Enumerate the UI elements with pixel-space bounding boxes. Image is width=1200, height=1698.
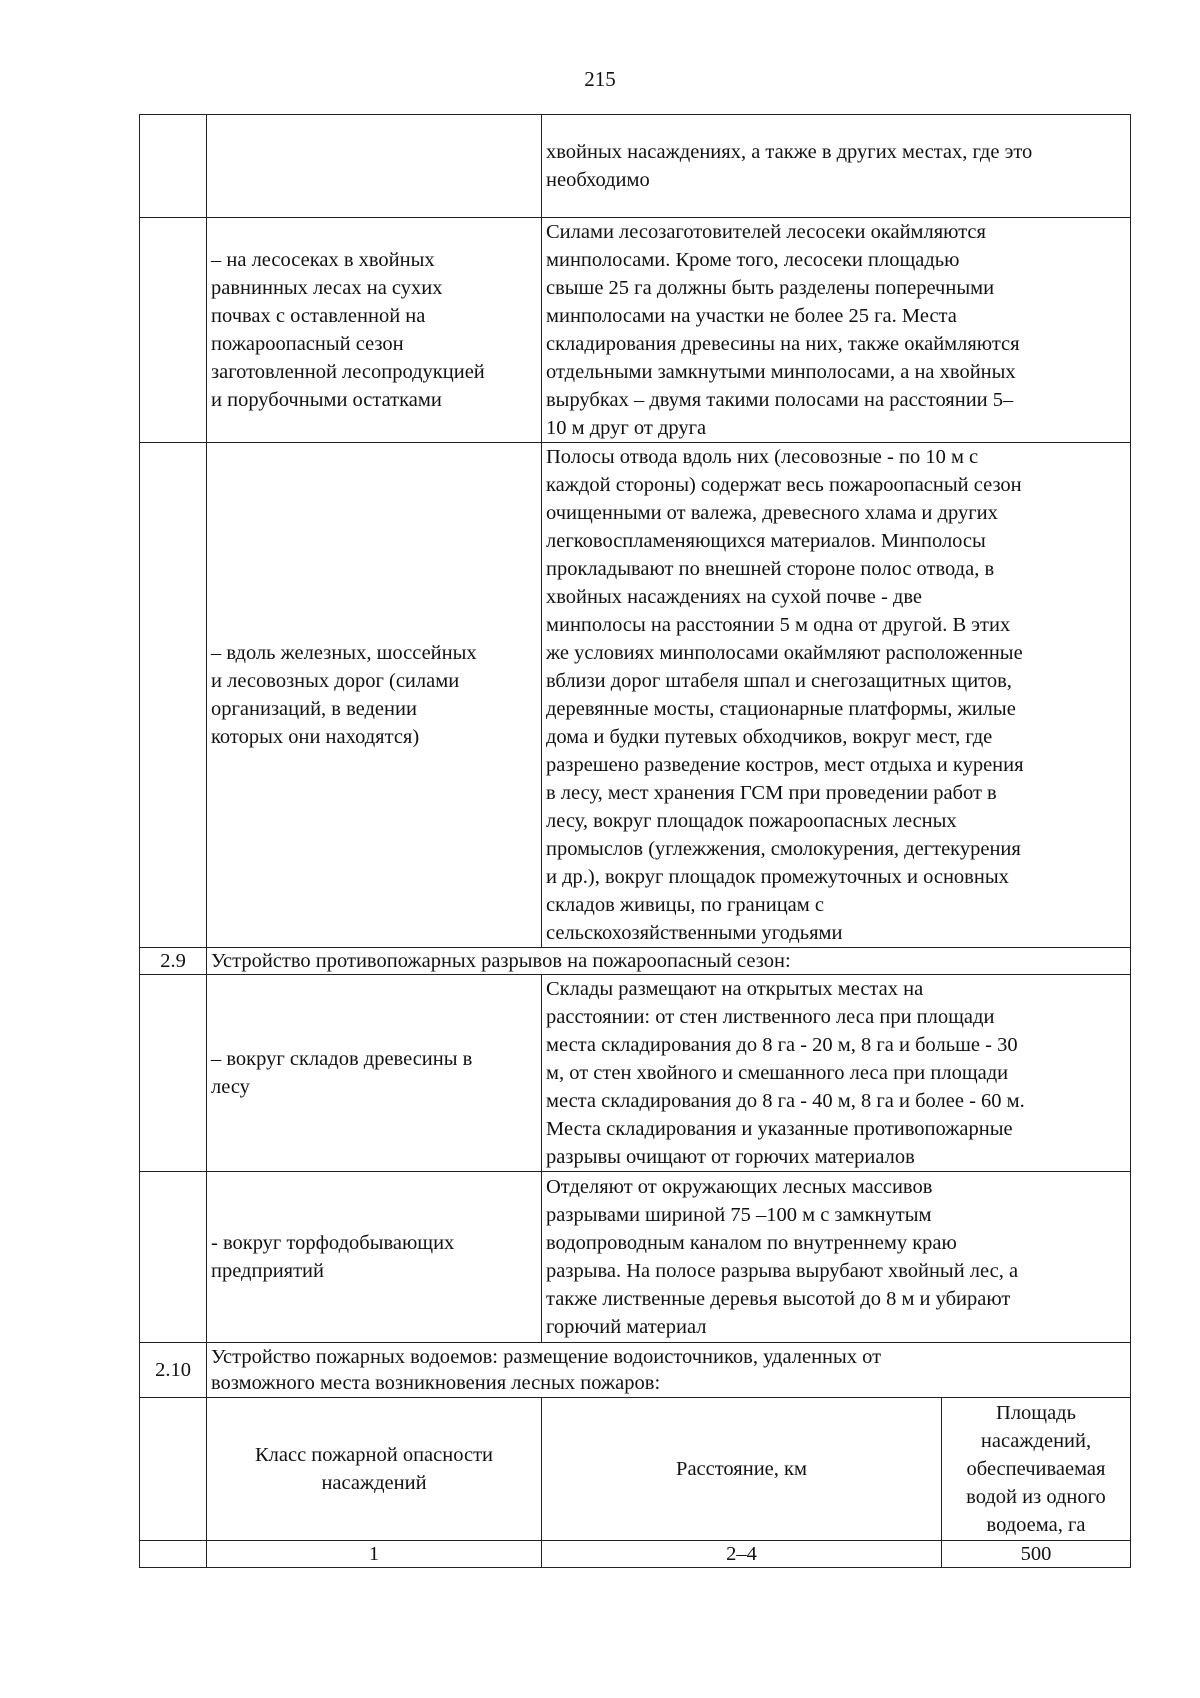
header-fire-class: Класс пожарной опасности насаждений [207, 1398, 542, 1541]
section-row [140, 1343, 1131, 1398]
row-number-cell [140, 443, 207, 948]
section-number-cell: 2.9 [140, 948, 207, 975]
object-cell [207, 115, 542, 218]
measure-cell: Склады размещают на открытых местах на расстоянии: от стен лиственного леса при площади места складирования до 8 га - 20 м, 8 га и больше - 30 м, от стен хвойного и смешанного леса при площади места складирования до 8 га - 40 м, 8 га и более - 60 м. Места складирования и указанные противопожарные разрывы очищают от горючих материалов [542, 975, 1131, 1172]
area-value: 500 [942, 1541, 1131, 1568]
subtable-header-row [140, 1398, 1131, 1541]
measure-cell: хвойных насаждениях, а также в других местах, где это необходимо [542, 115, 1131, 218]
header-area: Площадь насаждений, обеспечиваемая водой из одного водоема, га [942, 1398, 1131, 1541]
empty-cell [140, 1541, 207, 1568]
table-row [140, 443, 1131, 948]
section-row [140, 948, 1131, 975]
table-row [140, 975, 1131, 1172]
header-distance: Расстояние, км [542, 1398, 942, 1541]
object-cell: – вокруг складов древесины в лесу [207, 975, 542, 1172]
object-cell: - вокруг торфодобывающих предприятий [207, 1172, 542, 1343]
row-number-cell [140, 115, 207, 218]
empty-cell [140, 1398, 207, 1541]
page-number: 215 [584, 67, 616, 91]
measure-cell: Отделяют от окружающих лесных массивов разрывами шириной 75 –100 м с замкнутым водопроводным каналом по внутреннему краю разрыва. На полосе разрыва вырубают хвойный лес, а также лиственные деревья высотой до 8 м и убирают горючий материал [542, 1172, 1131, 1343]
distance-value: 2–4 [542, 1541, 942, 1568]
measure-cell: Силами лесозаготовителей лесосеки окаймляются минполосами. Кроме того, лесосеки площадью свыше 25 га должны быть разделены поперечными минполосами на участки не более 25 га. Места складирования древесины на них, также окаймляются отдельными замкнутыми минполосами, а на хвойных вырубках – двумя такими полосами на расстоянии 5– 10 м друг от друга [542, 218, 1131, 443]
object-cell: – вдоль железных, шоссейных и лесовозных дорог (силами организаций, в ведении которых они находятся) [207, 443, 542, 948]
table-row [140, 1172, 1131, 1343]
section-title-cell: Устройство противопожарных разрывов на пожароопасный сезон: [207, 948, 1131, 975]
row-number-cell [140, 1172, 207, 1343]
section-title-cell: Устройство пожарных водоемов: размещение водоисточников, удаленных от возможного места возникновения лесных пожаров: [207, 1343, 1131, 1398]
measure-cell: Полосы отвода вдоль них (лесовозные - по 10 м с каждой стороны) содержат весь пожароопасный сезон очищенными от валежа, древесного хлама и других легковоспламеняющихся материалов. Минполосы прокладывают по внешней стороне полос отвода, в хвойных насаждениях на сухой почве - две минполосы на расстоянии 5 м одна от другой. В этих же условиях минполосами окаймляют расположенные вблизи дорог штабеля шпал и снегозащитных щитов, деревянные мосты, стационарные платформы, жилые дома и будки путевых обходчиков, вокруг мест, где разрешено разведение костров, мест отдыха и курения в лесу, мест хранения ГСМ при проведении работ в лесу, вокруг площадок пожароопасных лесных промыслов (углежжения, смолокурения, дегтекурения и др.), вокруг площадок промежуточных и основных складов живицы, по границам с сельскохозяйственными угодьями [542, 443, 1131, 948]
section-number-cell: 2.10 [140, 1343, 207, 1398]
regulations-table [139, 114, 1131, 1568]
table-row [140, 218, 1131, 443]
object-cell: – на лесосеках в хвойных равнинных лесах на сухих почвах с оставленной на пожароопасный сезон заготовленной лесопродукцией и порубочными остатками [207, 218, 542, 443]
row-number-cell [140, 975, 207, 1172]
subtable-data-row [140, 1541, 1131, 1568]
row-number-cell [140, 218, 207, 443]
fire-class-value: 1 [207, 1541, 542, 1568]
table-row [140, 115, 1131, 218]
